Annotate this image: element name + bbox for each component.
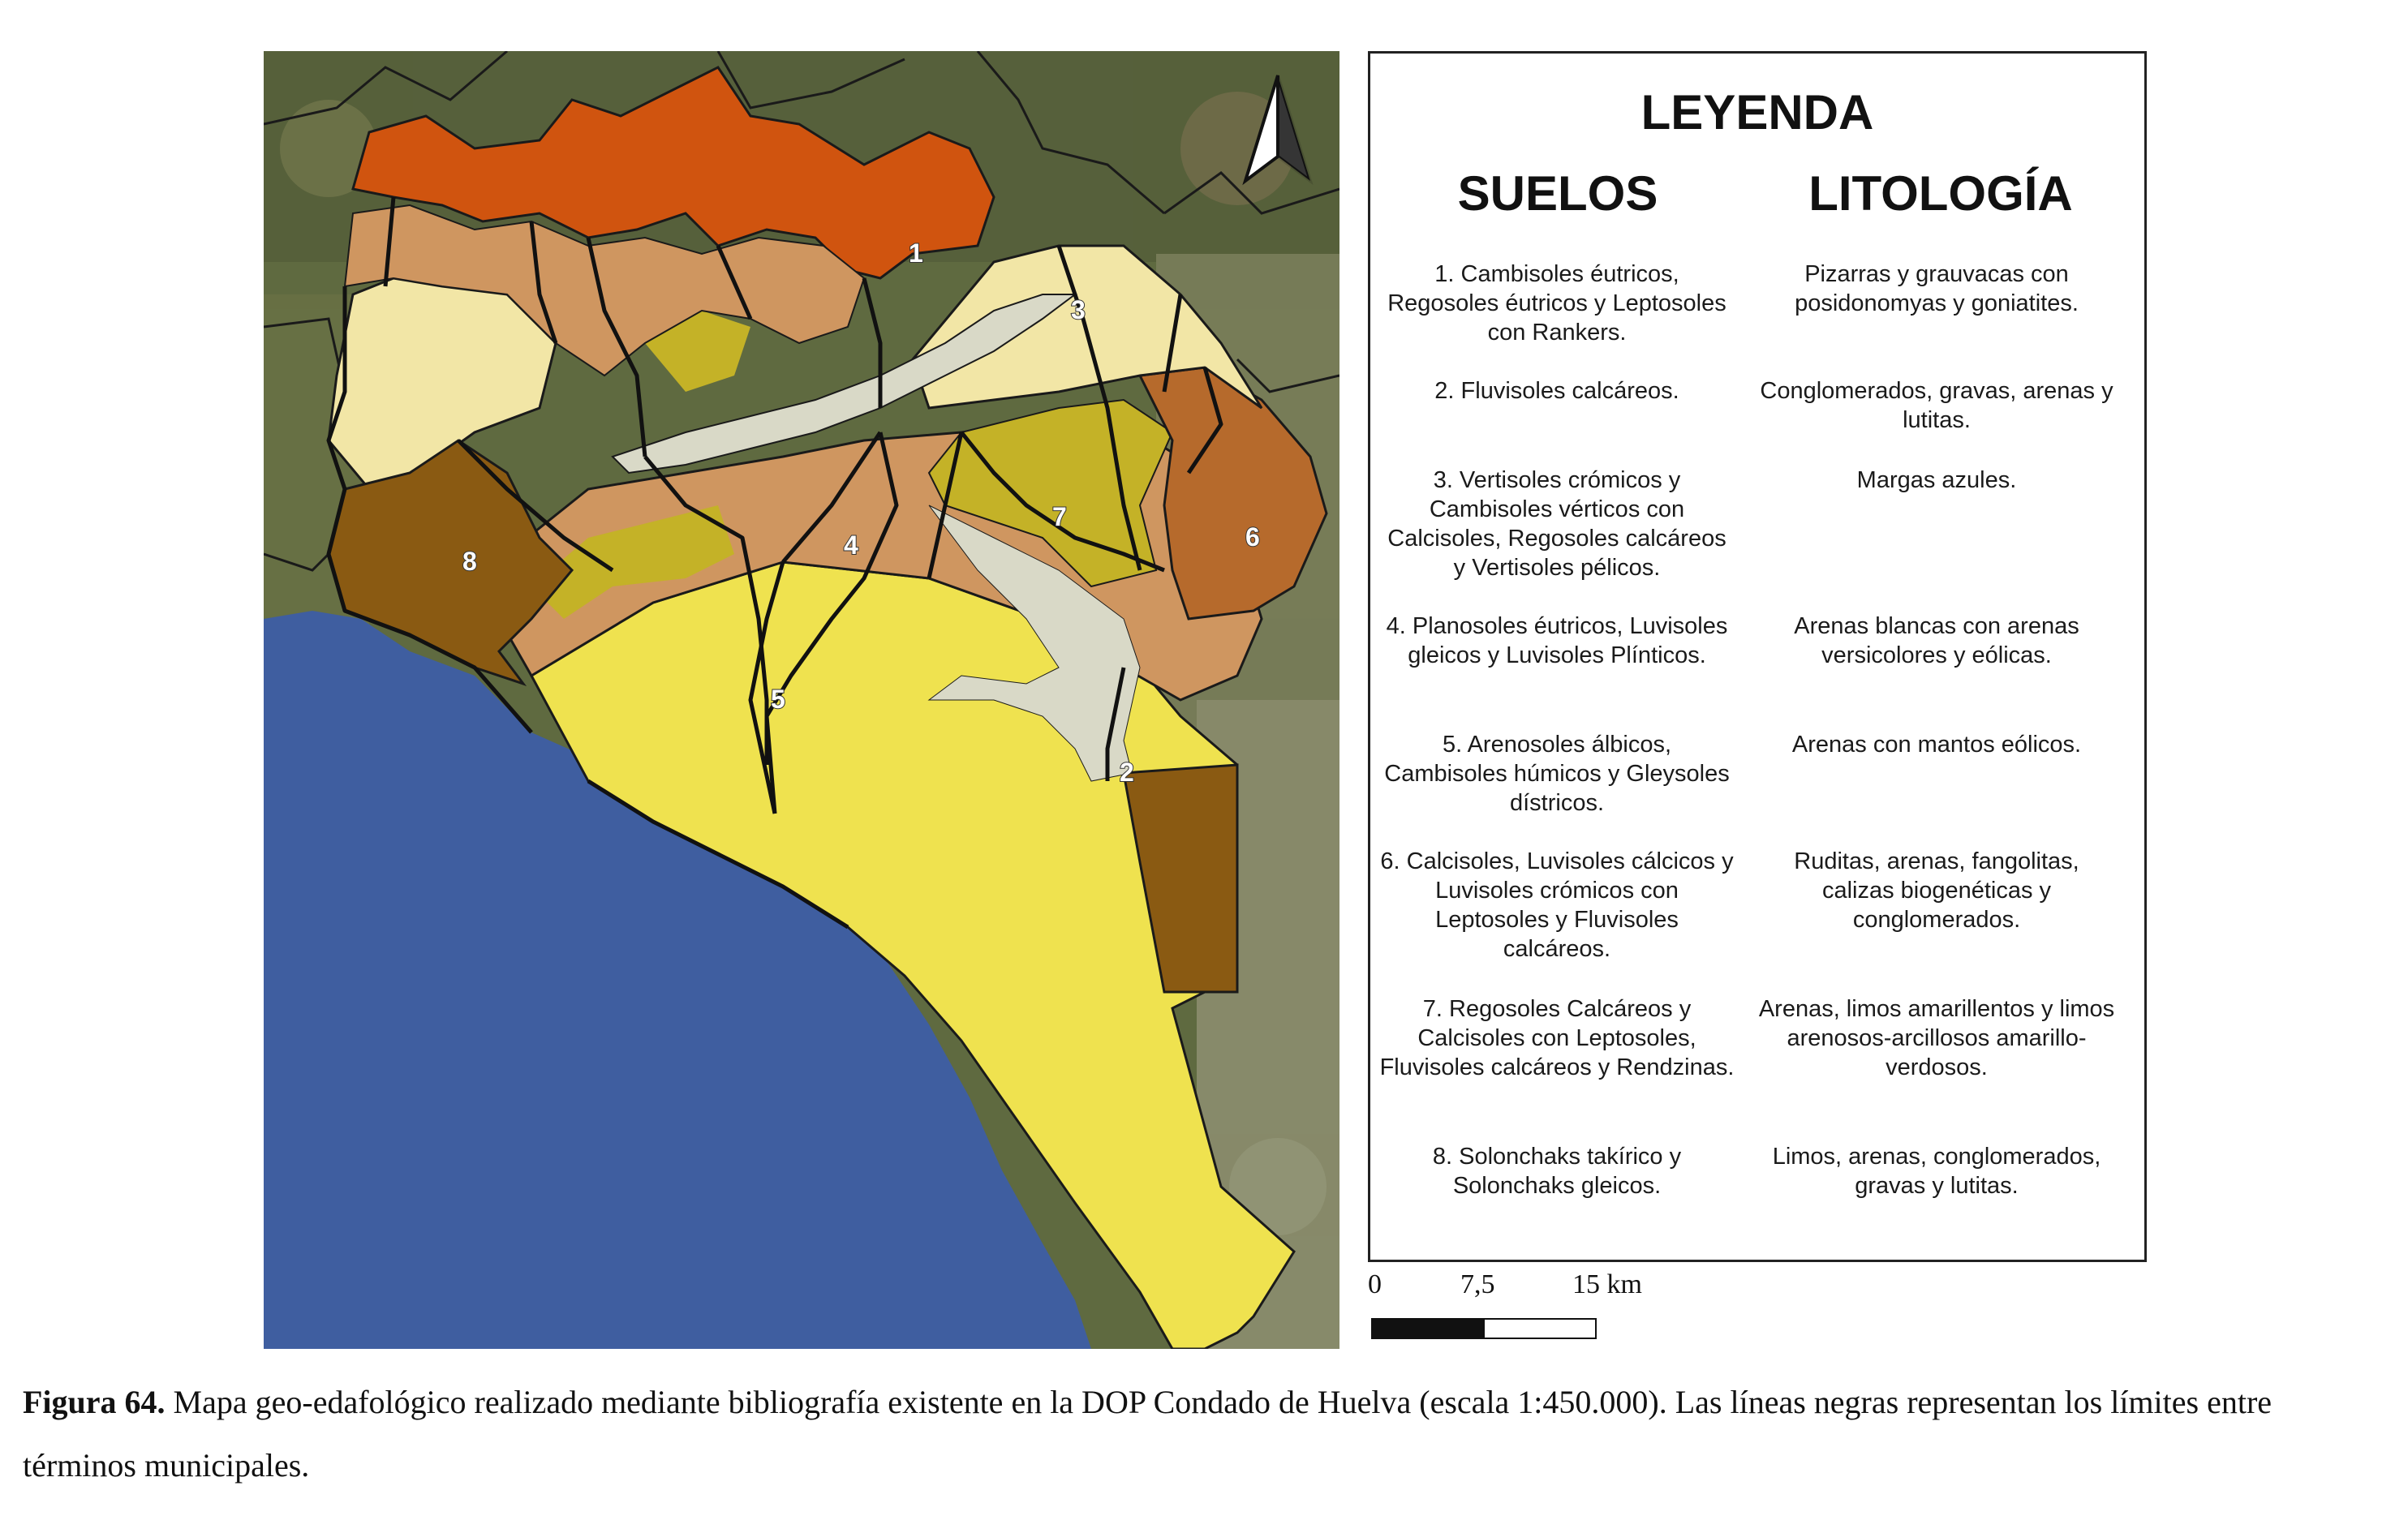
legend-litologia-3: Margas azules. <box>1856 467 2017 493</box>
legend-litologia-4: Arenas blancas con arenas versicolores y eólicas. <box>1794 613 2079 668</box>
legend-suelos-4: 4. Planosoles éutricos, Luvisoles gleicos y Luvisoles Plínticos. <box>1386 613 1728 668</box>
figure-caption-text: Mapa geo-edafológico realizado mediante bibliografía existente en la DOP Condado de Huelva (escala 1:450.000). Las líneas negras representan los límites entre términos municipales. <box>23 1384 2273 1484</box>
legend-suelos-7: 7. Regosoles Calcáreos y Calcisoles con Leptosoles, Fluvisoles calcáreos y Rendzinas. <box>1379 996 1735 1080</box>
legend-litologia-5: Arenas con mantos eólicos. <box>1791 732 2082 758</box>
map-label-5: 5 <box>771 685 785 714</box>
legend-litologia-1: Pizarras y grauvacas con posidonomyas y goniatites. <box>1795 261 2079 316</box>
map-label-6: 6 <box>1245 522 1260 552</box>
map-label-2: 2 <box>1120 758 1134 787</box>
map-label-1: 1 <box>909 238 923 268</box>
figure-caption-label: Figura 64. <box>23 1384 166 1420</box>
legend-litologia-8: Limos, arenas, conglomerados, gravas y lutitas. <box>1772 1144 2101 1199</box>
legend-col-litologia: LITOLOGÍA <box>1808 166 2073 221</box>
legend-suelos-3: 3. Vertisoles crómicos y Cambisoles vérticos con Calcisoles, Regosoles calcáreos y Vertisoles pélicos. <box>1387 467 1726 581</box>
legend-suelos-2: 2. Fluvisoles calcáreos. <box>1434 378 1679 404</box>
map-label-4: 4 <box>844 530 858 560</box>
map-label-3: 3 <box>1071 295 1086 324</box>
legend-suelos-1: 1. Cambisoles éutricos, Regosoles éutricos y Leptosoles con Rankers. <box>1387 261 1726 346</box>
scale-bar-white-segment <box>1483 1318 1597 1339</box>
soil-map <box>264 51 1339 1349</box>
scale-label-0: 0 <box>1368 1269 1382 1299</box>
legend-suelos-5: 5. Arenosoles álbicos, Cambisoles húmicos y Gleysoles dístricos. <box>1384 732 1730 816</box>
map-label-8: 8 <box>462 547 477 576</box>
scale-label-7-5: 7,5 <box>1460 1269 1495 1299</box>
legend-litologia-7: Arenas, limos amarillentos y limos arenosos-arcillosos amarillo-verdosos. <box>1758 996 2115 1080</box>
legend-litologia-2: Conglomerados, gravas, arenas y lutitas. <box>1760 378 2113 433</box>
figure-caption <box>23 1371 2392 1497</box>
legend-litologia-6: Ruditas, arenas, fangolitas, calizas biogenéticas y conglomerados. <box>1794 848 2079 933</box>
scale-label-15: 15 km <box>1572 1269 1642 1299</box>
legend-panel <box>1368 51 2147 1262</box>
legend-title: LEYENDA <box>1640 85 1874 140</box>
legend-suelos-8: 8. Solonchaks takírico y Solonchaks gleicos. <box>1432 1144 1682 1199</box>
scale-bar-black-segment <box>1371 1318 1485 1339</box>
legend-col-suelos: SUELOS <box>1457 166 1658 221</box>
legend-suelos-6: 6. Calcisoles, Luvisoles cálcicos y Luvisoles crómicos con Leptosoles y Fluvisoles calcáreos. <box>1380 848 1734 962</box>
map-label-7: 7 <box>1052 502 1067 531</box>
scale-bar <box>1368 1269 1692 1350</box>
